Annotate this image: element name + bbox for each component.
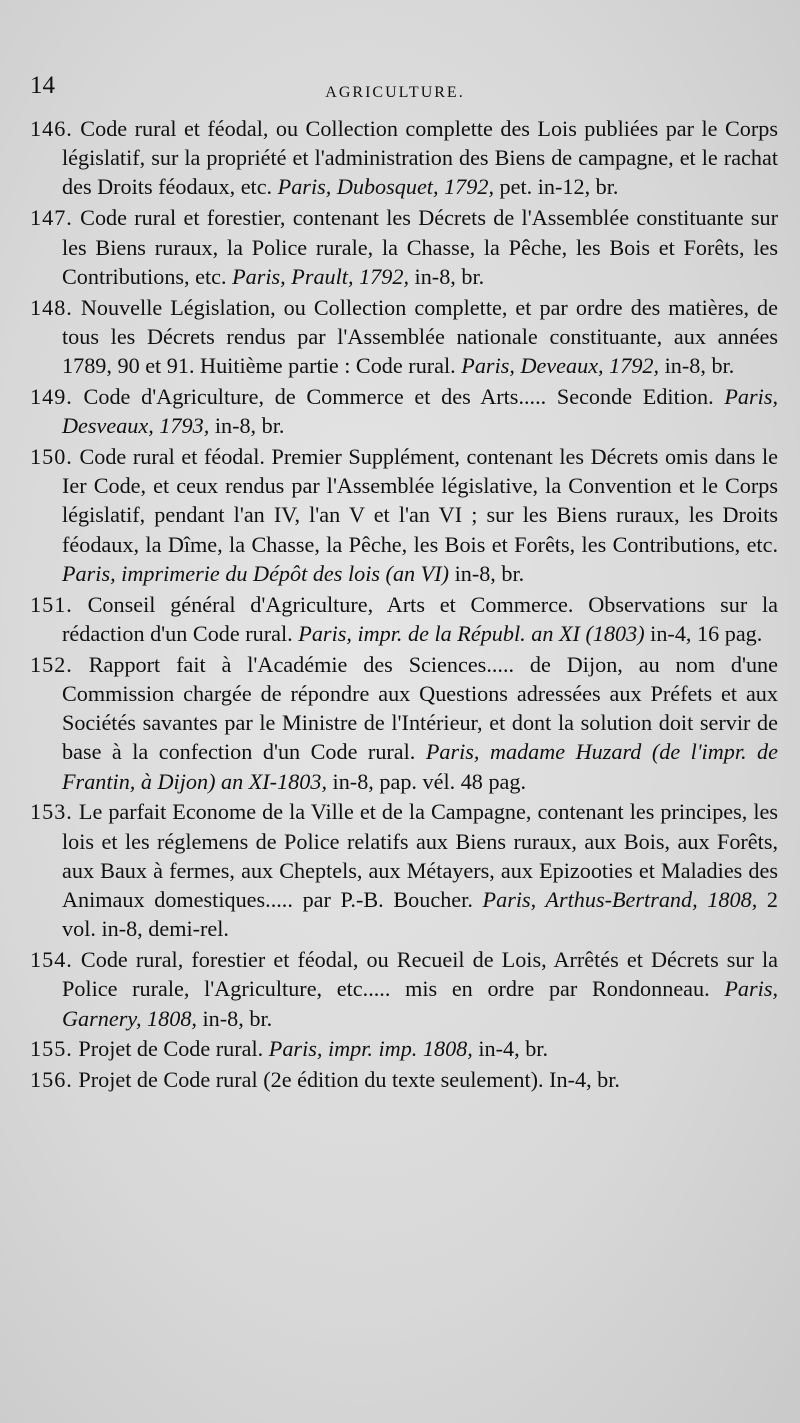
entry-imprint: Paris, Prault, 1792, — [232, 263, 409, 289]
entry-text: Code d'Agriculture, de Commerce et des Arts..... Seconde Edition. — [83, 383, 714, 409]
entry-format: in-8, pap. vél. 48 pag. — [332, 768, 527, 794]
catalogue-entry — [30, 945, 778, 1033]
entry-imprint: Paris, impr. de la Républ. an XI (1803) — [298, 620, 645, 646]
entry-imprint: Paris, madame Huzard (de l'impr. de Frantin, à Dijon) an XI-1803, — [62, 739, 778, 794]
entry-text: Projet de Code rural. — [78, 1036, 264, 1062]
entry-imprint: Paris, Deveaux, 1792, — [461, 353, 660, 378]
entry-text: Le parfait Econome de la Ville et de la Campagne, contenant les principes, les lois et les réglemens de Police relatifs aux Biens ruraux, aux Bois, aux Forêts, aux Baux à fermes, aux Cheptels, aux Métayers, aux Epizooties et Maladies des Animaux domestiques..... par P.-B. Boucher. — [62, 799, 779, 913]
entry-format: in-8, br. — [664, 353, 735, 378]
catalogue-entry — [30, 650, 778, 796]
entry-format: in-8, br. — [454, 560, 525, 586]
entry-text: Nouvelle Législation, ou Collection complette, et par ordre des matières, de tous les Décrets rendus par l'Assemblée nationale constituante, aux années 1789, 90 et 91. Huitième partie : Code rural. — [62, 294, 778, 378]
entry-number: 154. — [30, 947, 73, 973]
entry-number: 147. — [30, 205, 73, 231]
page-header — [30, 72, 760, 112]
catalogue-entry — [30, 382, 778, 440]
entry-text: Rapport fait à l'Académie des Sciences..... de Dijon, au nom d'une Commission chargée de répondre aux Questions adressées aux Préfets et aux Sociétés savantes par le Ministre de l'Intérieur, et dont la solution doit servir de base à la confection d'un Code rural. — [62, 651, 779, 765]
entry-number: 150. — [30, 443, 73, 469]
entry-format: in-8, br. — [202, 1005, 273, 1031]
entry-format: in-8, br. — [414, 263, 485, 289]
entry-format: 2 vol. in-8, demi-rel. — [62, 887, 779, 942]
entry-imprint: Paris, Desveaux, 1793, — [62, 383, 779, 439]
entry-number: 155. — [30, 1036, 73, 1062]
entry-number: 146. — [30, 116, 73, 141]
catalogue-entry — [30, 1034, 778, 1063]
catalogue-entry — [30, 442, 778, 588]
entry-number: 156. — [30, 1067, 73, 1093]
entry-number: 153. — [30, 799, 73, 825]
entry-format: in-4, 16 pag. — [650, 620, 763, 646]
running-head: AGRICULTURE. — [325, 84, 465, 101]
entry-number: 149. — [30, 383, 73, 409]
entry-text: Conseil général d'Agriculture, Arts et Commerce. Observations sur la rédaction d'un Code rural. — [62, 591, 779, 646]
entry-number: 148. — [30, 294, 73, 320]
entry-text: Projet de Code rural (2e édition du texte seulement). In-4, br. — [78, 1067, 620, 1093]
entry-number: 152. — [30, 651, 73, 677]
entry-format: in-4, br. — [478, 1036, 548, 1062]
catalogue-entry — [30, 203, 778, 291]
catalogue-entry — [30, 293, 778, 381]
entry-format: in-8, br. — [214, 413, 285, 439]
entry-number: 151. — [30, 591, 73, 617]
entry-imprint: Paris, Arthus-Bertrand, 1808, — [482, 887, 758, 913]
catalogue-entry — [30, 1065, 778, 1094]
entry-imprint: Paris, imprimerie du Dépôt des lois (an VI) — [62, 560, 450, 586]
entry-imprint: Paris, impr. imp. 1808, — [268, 1036, 473, 1062]
catalogue-entries — [30, 114, 778, 1096]
entry-text: Code rural et féodal. Premier Supplément, contenant les Décrets omis dans le Ier Code, et ceux rendus par l'Assemblée législative, la Convention et le Corps législatif, pendant l'an IV, l'an V et l'an VI ; sur les Biens ruraux, les Droits féodaux, la Dîme, la Chasse, la Pêche, les Bois et Forêts, les Contributions, etc. — [62, 443, 778, 557]
entry-imprint: Paris, Garnery, 1808, — [62, 976, 779, 1031]
entry-text: Code rural, forestier et féodal, ou Recueil de Lois, Arrêtés et Décrets sur la Police rurale, l'Agriculture, etc..... mis en ordre par Rondonneau. — [62, 947, 779, 1002]
catalogue-entry — [30, 797, 778, 943]
page-number: 14 — [30, 72, 55, 99]
entry-imprint: Paris, Dubosquet, 1792, — [277, 174, 494, 200]
entry-format: pet. in-12, br. — [499, 174, 619, 200]
catalogue-entry — [30, 114, 778, 202]
entry-text: Code rural et forestier, contenant les Décrets de l'Assemblée constituante sur les Biens ruraux, la Police rurale, la Chasse, la Pêche, les Bois et Forêts, les Contributions, etc. — [62, 205, 778, 289]
entry-text: Code rural et féodal, ou Collection complette des Lois publiées par le Corps législatif, sur la propriété et l'administration des Biens de campagne, et le rachat des Droits féodaux, etc. — [62, 116, 778, 200]
catalogue-entry — [30, 590, 778, 648]
